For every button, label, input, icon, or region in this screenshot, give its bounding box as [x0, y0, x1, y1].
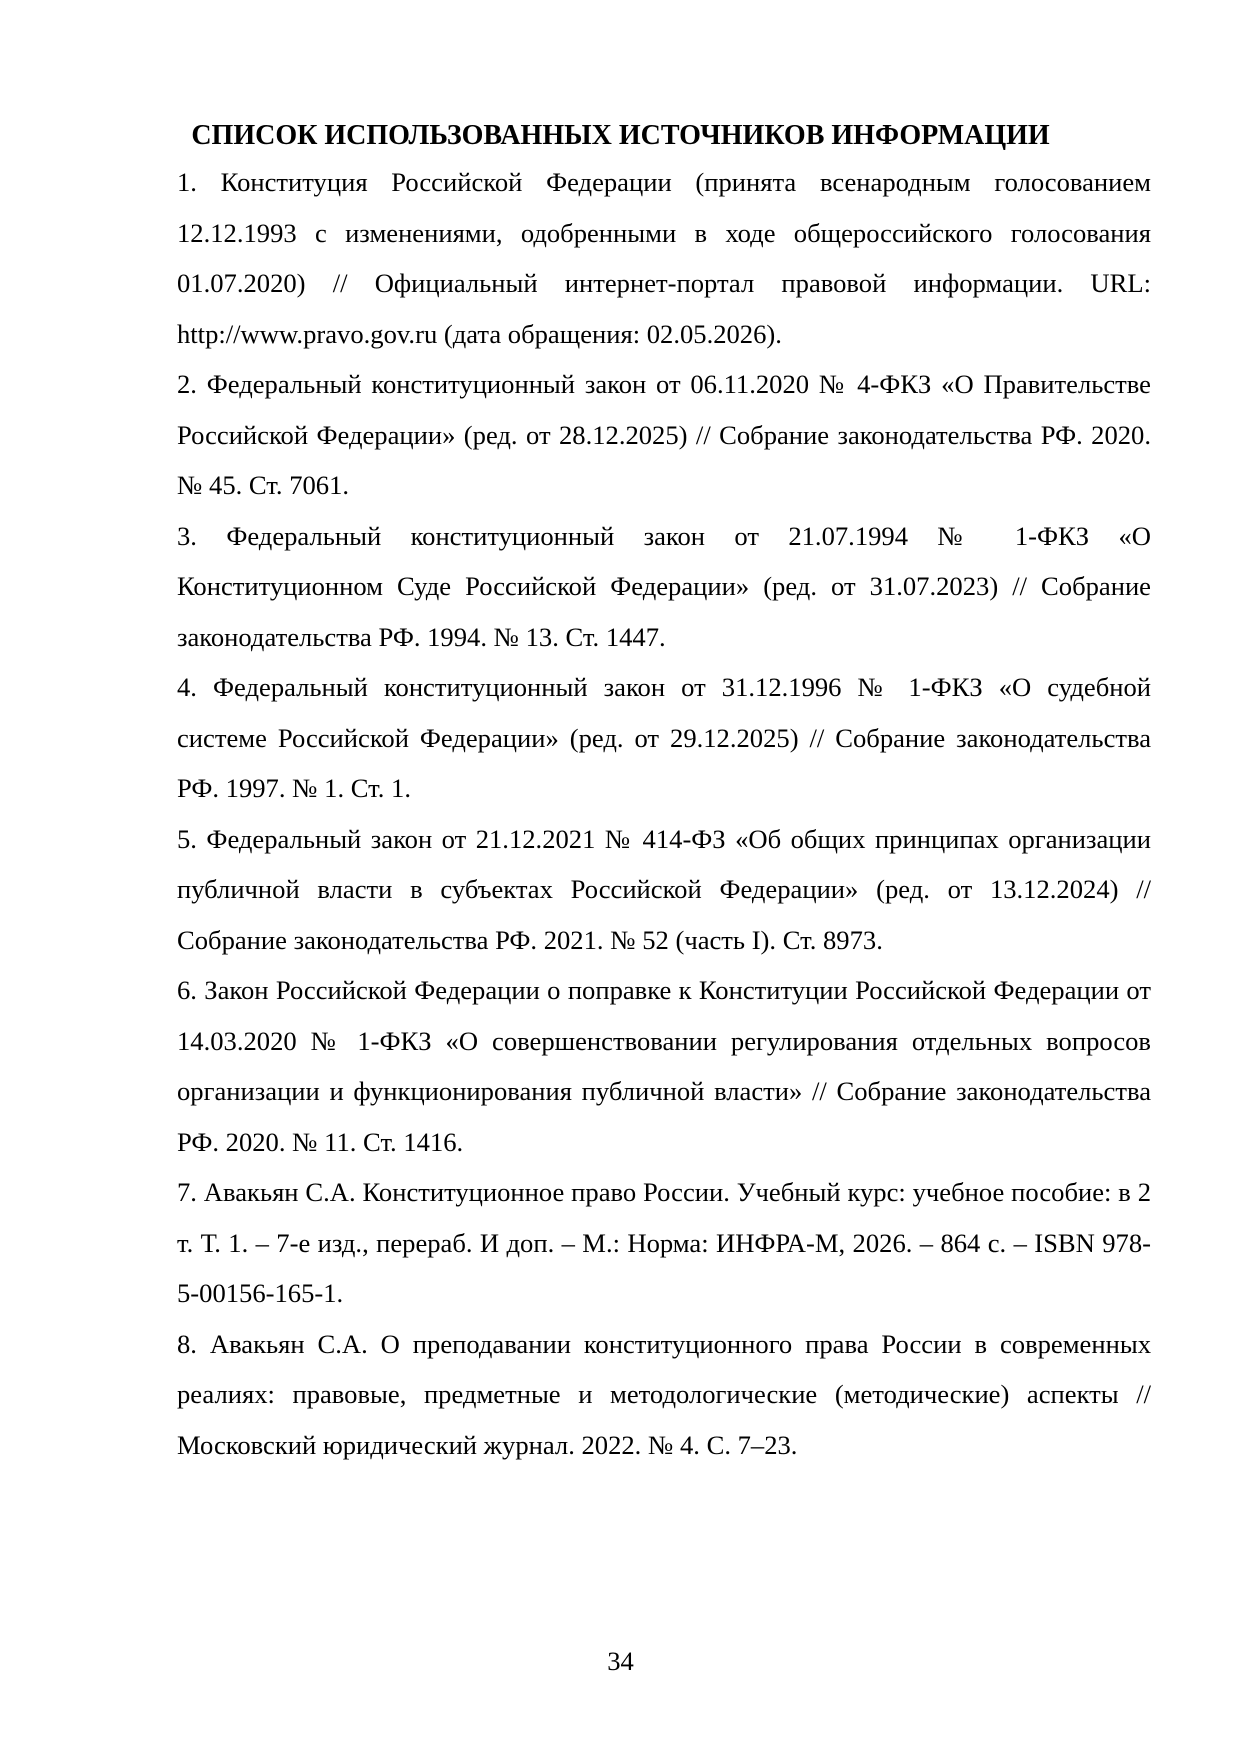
reference-item-5: 5. Федеральный закон от 21.12.2021 № 414-ФЗ «Об общих принципах организации публичной власти в субъектах Российской Федерации» (ред. от 13.12.2024) // Собрание законодательства РФ. 2021. № 52 (часть I). Ст. 8973.	[177, 823, 1151, 955]
reference-item-8: 8. Авакьян С.А. О преподавании конституционного права России в современных реалиях: правовые, предметные и методологические (методические) аспекты // Московский юридический журнал. 2022. № 4. С. 7–23.	[177, 1328, 1151, 1460]
reference-item-1: 1. Конституция Российской Федерации (принята всенародным голосованием 12.12.1993 с изменениями, одобренными в ходе общероссийского голосования 01.07.2020) // Официальный интернет-портал правовой информации. URL: http://www.pravo.gov.ru (дата обращения: 02.05.2026).	[177, 167, 1151, 349]
reference-item-3: 3. Федеральный конституционный закон от 21.07.1994 № 1-ФКЗ «О Конституционном Суде Российской Федерации» (ред. от 31.07.2023) // Собрание законодательства РФ. 1994. № 13. Ст. 1447.	[177, 520, 1151, 652]
reference-item-7: 7. Авакьян С.А. Конституционное право России. Учебный курс: учебное пособие: в 2 т. Т. 1. – 7-е изд., перераб. И доп. – М.: Норма: ИНФРА-М, 2026. – 864 с. – ISBN 978-5-00156-165-1.	[177, 1177, 1151, 1308]
page-title: СПИСОК ИСПОЛЬЗОВАННЫХ ИСТОЧНИКОВ ИНФОРМАЦИИ	[191, 120, 1050, 151]
reference-item-6: 6. Закон Российской Федерации о поправке к Конституции Российской Федерации от 14.03.2020 № 1-ФКЗ «О совершенствовании регулирования отдельных вопросов организации и функционирования публичной власти» // Собрание законодательства РФ. 2020. № 11. Ст. 1416.	[177, 975, 1151, 1157]
reference-item-2: 2. Федеральный конституционный закон от 06.11.2020 № 4-ФКЗ «О Правительстве Российской Федерации» (ред. от 28.12.2025) // Собрание законодательства РФ. 2020. № 45. Ст. 7061.	[177, 369, 1151, 500]
reference-item-4: 4. Федеральный конституционный закон от 31.12.1996 № 1-ФКЗ «О судебной системе Российской Федерации» (ред. от 29.12.2025) // Собрание законодательства РФ. 1997. № 1. Ст. 1.	[177, 672, 1151, 803]
reference-list	[177, 157, 1151, 1470]
page-number: 34	[607, 1646, 634, 1676]
